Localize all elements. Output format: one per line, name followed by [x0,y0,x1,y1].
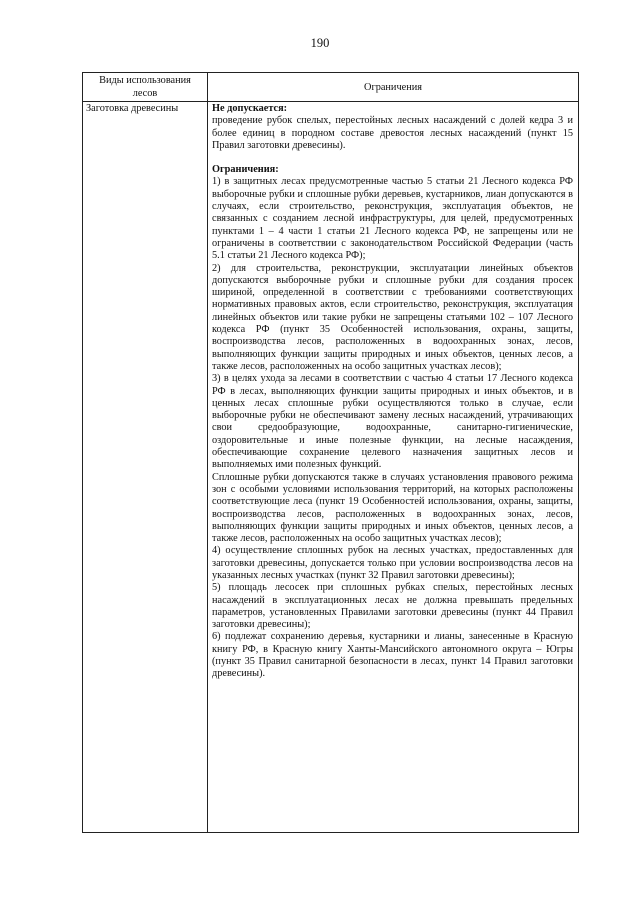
restriction-item-3-continued: Сплошные рубки допускаются также в случаях установления правового режима зон с особыми условиями использования территорий, на которых расположены соответствующие леса (пункт 19 Особенностей использования, охраны, защиты, воспроизводства лесов, расположенных в водоохранных зонах, лесов, выполняющих функции защиты природных и иных объектов, ценных лесов, а также лесов, расположенных на особо защитных участках лесов); [212,471,573,545]
table-header-row [83,73,579,102]
table-row [83,102,579,833]
paragraph-gap [212,152,573,164]
header-forest-use-kind: Виды использования лесов [83,73,208,102]
restrictions-cell [208,102,579,833]
restriction-item-3: 3) в целях ухода за лесами в соответствии с частью 4 статьи 17 Лесного кодекса РФ в лесах, выполняющих функции защиты природных и иных объектов, и в ценных лесах сплошные рубки осуществляются только в случае, если выборочные рубки не обеспечивают замену лесных насаждений, утрачивающих свои средообразующие, водоохранные, санитарно-гигиенические, оздоровительные и иные полезные функции, на лесные насаждения, обеспечивающие сохранение целевого назначения защитных лесов и выполняемых ими полезных функций. [212,373,573,471]
header-restrictions: Ограничения [208,73,579,102]
restriction-item-4: 4) осуществление сплошных рубок на лесных участках, предоставленных для заготовки древесины, допускается только при условии воспроизводства лесов на указанных лесных участках (пункт 32 Правил заготовки древесины); [212,545,573,581]
restriction-item-6: 6) подлежат сохранению деревья, кустарники и лианы, занесенные в Красную книгу РФ, в Красную книгу Ханты-Мансийского автономного округа – Югры (пункт 35 Правил санитарной безопасности в лесах, пункт 14 Правил заготовки древесины). [212,631,573,680]
restrictions-heading: Ограничения: [212,164,279,176]
not-allowed-text: проведение рубок спелых, перестойных лесных насаждений с долей кедра 3 и более единиц в породном составе древостоя лесных насаждений (пункт 15 Правил заготовки древесины). [212,115,573,151]
restriction-item-1: 1) в защитных лесах предусмотренные частью 5 статьи 21 Лесного кодекса РФ выборочные рубки и сплошные рубки деревьев, кустарников, лиан допускаются в случаях, если строительство, реконструкция, эксплуатация объектов, не связанных с созданием лесной инфраструктуры, для целей, предусмотренных пунктами 1 – 4 части 1 статьи 21 Лесного кодекса РФ, не запрещены или не ограничены в соответствии с законодательством Российской Федерации (часть 5.1 статьи 21 Лесного кодекса РФ); [212,176,573,262]
forest-use-kind-cell: Заготовка древесины [83,102,208,833]
restrictions-table [82,72,579,833]
not-allowed-heading: Не допускается: [212,103,288,114]
restriction-item-2: 2) для строительства, реконструкции, эксплуатации линейных объектов допускаются выборочные рубки и сплошные рубки для создания просек шириной, определенной в соответствии с требованиями соответствующих нормативных правовых актов, если строительство, реконструкция, эксплуатация линейных объектов или такие рубки не запрещены статьями 102 – 107 Лесного кодекса РФ (пункт 35 Особенностей использования, охраны, защиты, воспроизводства лесов, расположенных в водоохранных зонах, лесов, выполняющих функции защиты природных и иных объектов, ценных лесов, а также лесов, расположенных на особо защитных участках лесов); [212,262,573,372]
page-number: 190 [310,36,330,50]
restriction-item-5: 5) площадь лесосек при сплошных рубках спелых, перестойных лесных насаждений в эксплуатационных лесах не должна превышать предельных параметров, установленных Правилами заготовки древесины (пункт 44 Правил заготовки древесины); [212,582,573,631]
